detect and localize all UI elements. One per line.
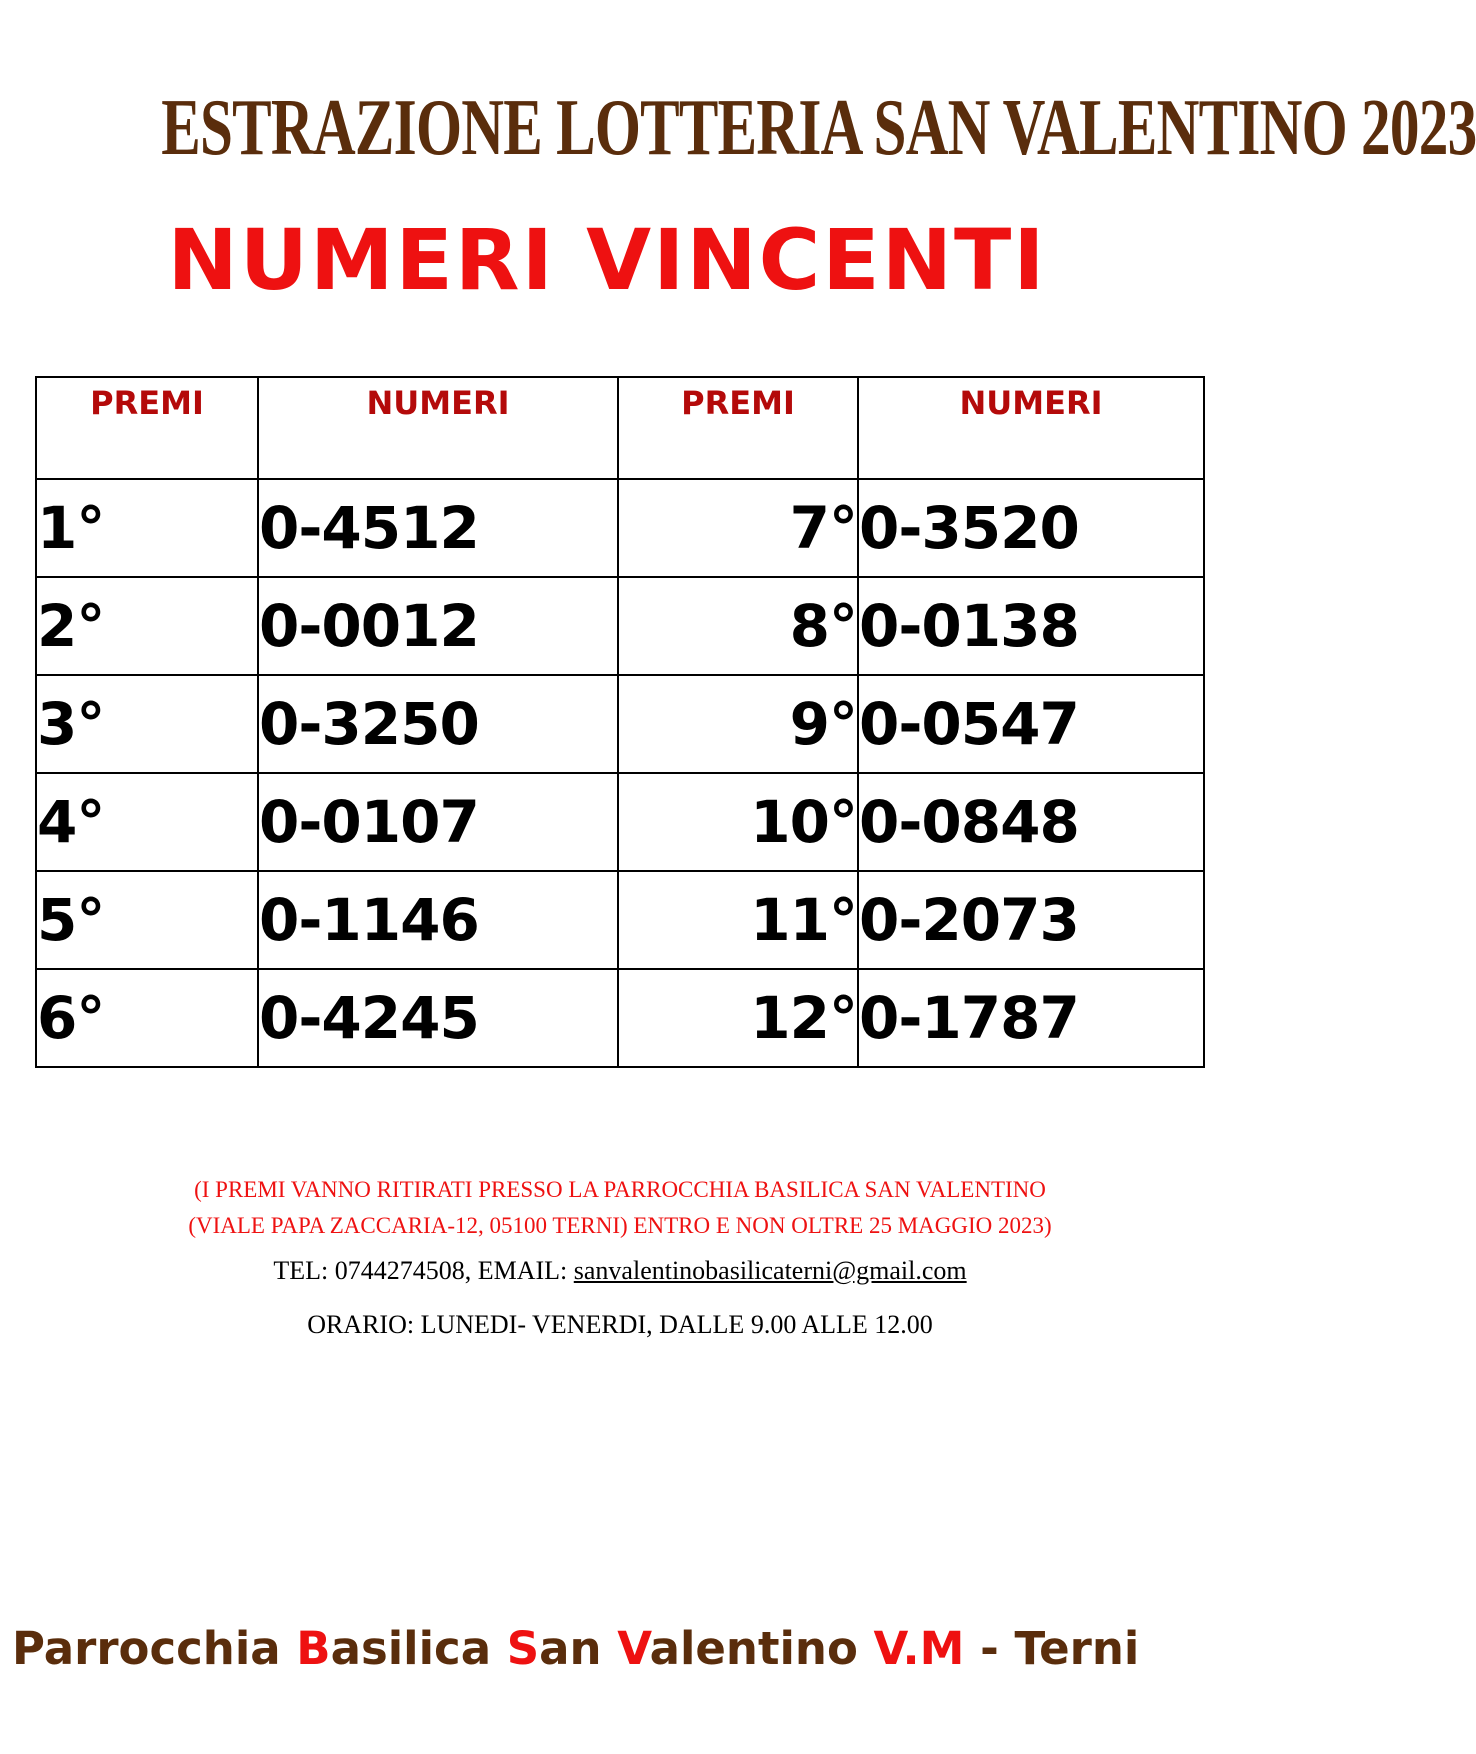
prize-rank: 9° xyxy=(618,675,858,773)
page-title: ESTRAZIONE LOTTERIA SAN VALENTINO 2023 xyxy=(161,84,1476,172)
prize-rank: 7° xyxy=(618,479,858,577)
footer-part: B xyxy=(296,1622,331,1675)
prize-rank: 6° xyxy=(36,969,258,1067)
contact-info xyxy=(0,1256,1240,1286)
prize-rank: 11° xyxy=(618,871,858,969)
table-header-row xyxy=(36,377,1204,479)
footer-part: alentino xyxy=(649,1622,874,1675)
prize-rank: 10° xyxy=(618,773,858,871)
prize-rank: 4° xyxy=(36,773,258,871)
table-row xyxy=(36,871,1204,969)
table-row xyxy=(36,969,1204,1067)
footer-part: asilica xyxy=(330,1622,507,1675)
prize-rank: 12° xyxy=(618,969,858,1067)
header-numeri-left: NUMERI xyxy=(258,377,618,479)
winning-number: 0-2073 xyxy=(858,871,1204,969)
footer-part: V.M xyxy=(873,1622,965,1675)
table-row xyxy=(36,577,1204,675)
prize-rank: 1° xyxy=(36,479,258,577)
winning-number: 0-4512 xyxy=(258,479,618,577)
contact-phone-label: TEL: 0744274508, EMAIL: xyxy=(273,1256,574,1285)
table-row xyxy=(36,773,1204,871)
winning-number: 0-0547 xyxy=(858,675,1204,773)
winning-number: 0-0848 xyxy=(858,773,1204,871)
header-premi-left: PREMI xyxy=(36,377,258,479)
table-row xyxy=(36,479,1204,577)
opening-hours: ORARIO: LUNEDI- VENERDI, DALLE 9.00 ALLE 12.00 xyxy=(307,1310,933,1339)
winning-number: 0-0138 xyxy=(858,577,1204,675)
winning-number: 0-0012 xyxy=(258,577,618,675)
page-subtitle: NUMERI VINCENTI xyxy=(167,211,1047,309)
footer-part: V xyxy=(617,1622,650,1675)
winning-numbers-table xyxy=(35,376,1205,1068)
notice-line-2: (VIALE PAPA ZACCARIA-12, 05100 TERNI) ENTRO E NON OLTRE 25 MAGGIO 2023) xyxy=(188,1213,1052,1238)
winning-number: 0-0107 xyxy=(258,773,618,871)
email-link[interactable]: sanvalentinobasilicaterni@gmail.com xyxy=(573,1256,967,1285)
table-row xyxy=(36,675,1204,773)
winning-number: 0-1787 xyxy=(858,969,1204,1067)
prize-rank: 8° xyxy=(618,577,858,675)
winning-number: 0-1146 xyxy=(258,871,618,969)
winning-number: 0-3520 xyxy=(858,479,1204,577)
header-numeri-right: NUMERI xyxy=(858,377,1204,479)
winning-number: 0-3250 xyxy=(258,675,618,773)
winning-number: 0-4245 xyxy=(258,969,618,1067)
footer-part: - Terni xyxy=(964,1622,1140,1675)
notice-line-1: (I PREMI VANNO RITIRATI PRESSO LA PARROCCHIA BASILICA SAN VALENTINO xyxy=(194,1177,1046,1202)
footer-parish-name xyxy=(12,1622,1228,1675)
footer-part: S xyxy=(506,1622,540,1675)
prize-rank: 2° xyxy=(36,577,258,675)
footer-part: Parrocchia xyxy=(12,1622,297,1675)
prize-collection-notice xyxy=(0,1172,1240,1244)
header-premi-right: PREMI xyxy=(618,377,858,479)
footer-part: an xyxy=(539,1622,618,1675)
prize-rank: 5° xyxy=(36,871,258,969)
prize-rank: 3° xyxy=(36,675,258,773)
